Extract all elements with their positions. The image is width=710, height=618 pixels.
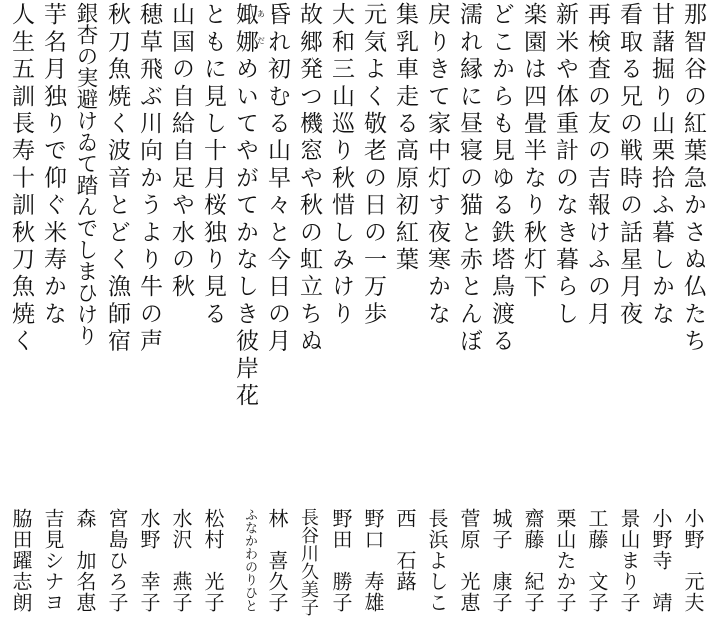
haiku-text: 那智谷の紅葉急かさぬ仏たち — [680, 2, 706, 356]
author-name: 松村 光子 — [201, 508, 225, 613]
haiku-text: 楽園は四畳半なり秋灯下 — [520, 2, 546, 302]
author-name: ふなかわのりひと — [242, 508, 257, 612]
haiku-text: 銀杏の実避けゐて踏んでしまひけり — [73, 2, 98, 346]
poem-column — [132, 0, 166, 618]
haiku-text: 秋刀魚焼く波音とどく漁師宿 — [104, 2, 130, 356]
haiku-text: 大和三山巡り秋惜しみけり — [328, 2, 354, 329]
ruby-base: 娵娜 — [232, 2, 258, 57]
author-name: 栗山たか子 — [553, 508, 577, 613]
author-name: 野田 勝子 — [329, 508, 353, 613]
poem-column — [548, 0, 582, 618]
haiku-text: 戻りきて家中灯す夜寒かな — [424, 2, 450, 329]
haiku-text: 芋名月独りで仰ぐ米寿かな — [40, 2, 66, 329]
author-name: 宮島ひろ子 — [105, 508, 129, 613]
poem-column — [612, 0, 646, 618]
poem-column — [452, 0, 486, 618]
author-name: 菅原 光恵 — [457, 508, 481, 613]
haiku-text: 新米や体重計のなき暮らし — [552, 2, 578, 329]
ruby-reading: あだ — [256, 2, 266, 57]
poem-column — [228, 0, 266, 618]
poem-column — [516, 0, 550, 618]
author-name: 脇田躍志朗 — [9, 508, 33, 613]
author-name: 長浜よしこ — [425, 508, 449, 613]
poem-column — [324, 0, 358, 618]
author-name: 小野 元夫 — [681, 508, 705, 613]
author-name: 西 石蕗 — [393, 508, 417, 592]
poem-column — [164, 0, 198, 618]
author-name: 小野寺 靖 — [649, 508, 673, 613]
poem-column — [484, 0, 518, 618]
author-name: 景山まり子 — [617, 508, 641, 613]
haiku-text: ともに見し十月桜独り見る — [200, 2, 226, 329]
poem-column — [388, 0, 422, 618]
haiku-text: 看取る兄の戦時の話星月夜 — [616, 2, 642, 329]
author-name: 野口 寿雄 — [361, 508, 385, 613]
haiku-text: 再検査の友の吉報けふの月 — [584, 2, 610, 329]
poem-column — [68, 0, 102, 618]
poem-column — [420, 0, 454, 618]
haiku-text: 人生五訓長寿十訓秋刀魚焼く — [8, 2, 34, 356]
poem-column — [580, 0, 614, 618]
author-name: 水沢 燕子 — [169, 508, 193, 613]
author-name: 長谷川久美子 — [298, 508, 319, 616]
author-name: 齋藤 紀子 — [521, 508, 545, 613]
poem-column — [36, 0, 70, 618]
haiku-text: 元気よく敬老の日の一万歩 — [360, 2, 386, 329]
haiku-text: 集乳車走る高原初紅葉 — [392, 2, 418, 274]
haiku-text: 故郷発つ機窓や秋の虹立ちぬ — [296, 2, 322, 356]
ruby-word — [232, 2, 266, 57]
poem-column — [292, 0, 326, 618]
poem-column — [644, 0, 678, 618]
haiku-rest: めいてやがてかなしき彼岸花 — [232, 56, 258, 411]
poem-column — [4, 0, 38, 618]
author-name: 森 加名恵 — [73, 508, 97, 613]
poem-column — [676, 0, 710, 618]
haiku-text: 穂草飛ぶ川向かうより牛の声 — [136, 2, 162, 356]
haiku-text: 甘藷掘り山栗拾ふ暮しかな — [648, 2, 674, 329]
haiku-text: どこからも見ゆる鉄塔鳥渡る — [488, 2, 514, 356]
poem-column — [356, 0, 390, 618]
haiku-text: 山国の自給自足や水の秋 — [168, 2, 194, 302]
haiku-text — [230, 2, 265, 410]
author-name: 林 喜久子 — [265, 508, 289, 613]
poem-column — [260, 0, 294, 618]
haiku-text: 昏れ初むる山早々と今日の月 — [264, 2, 290, 356]
haiku-text: 濡れ縁に昼寝の猫と赤とんぼ — [456, 2, 482, 356]
author-name: 吉見シナヨ — [41, 508, 65, 613]
author-name: 工藤 文子 — [585, 508, 609, 613]
author-name: 城子 康子 — [489, 508, 513, 613]
poem-column — [196, 0, 230, 618]
author-name: 水野 幸子 — [137, 508, 161, 613]
poem-column — [100, 0, 134, 618]
